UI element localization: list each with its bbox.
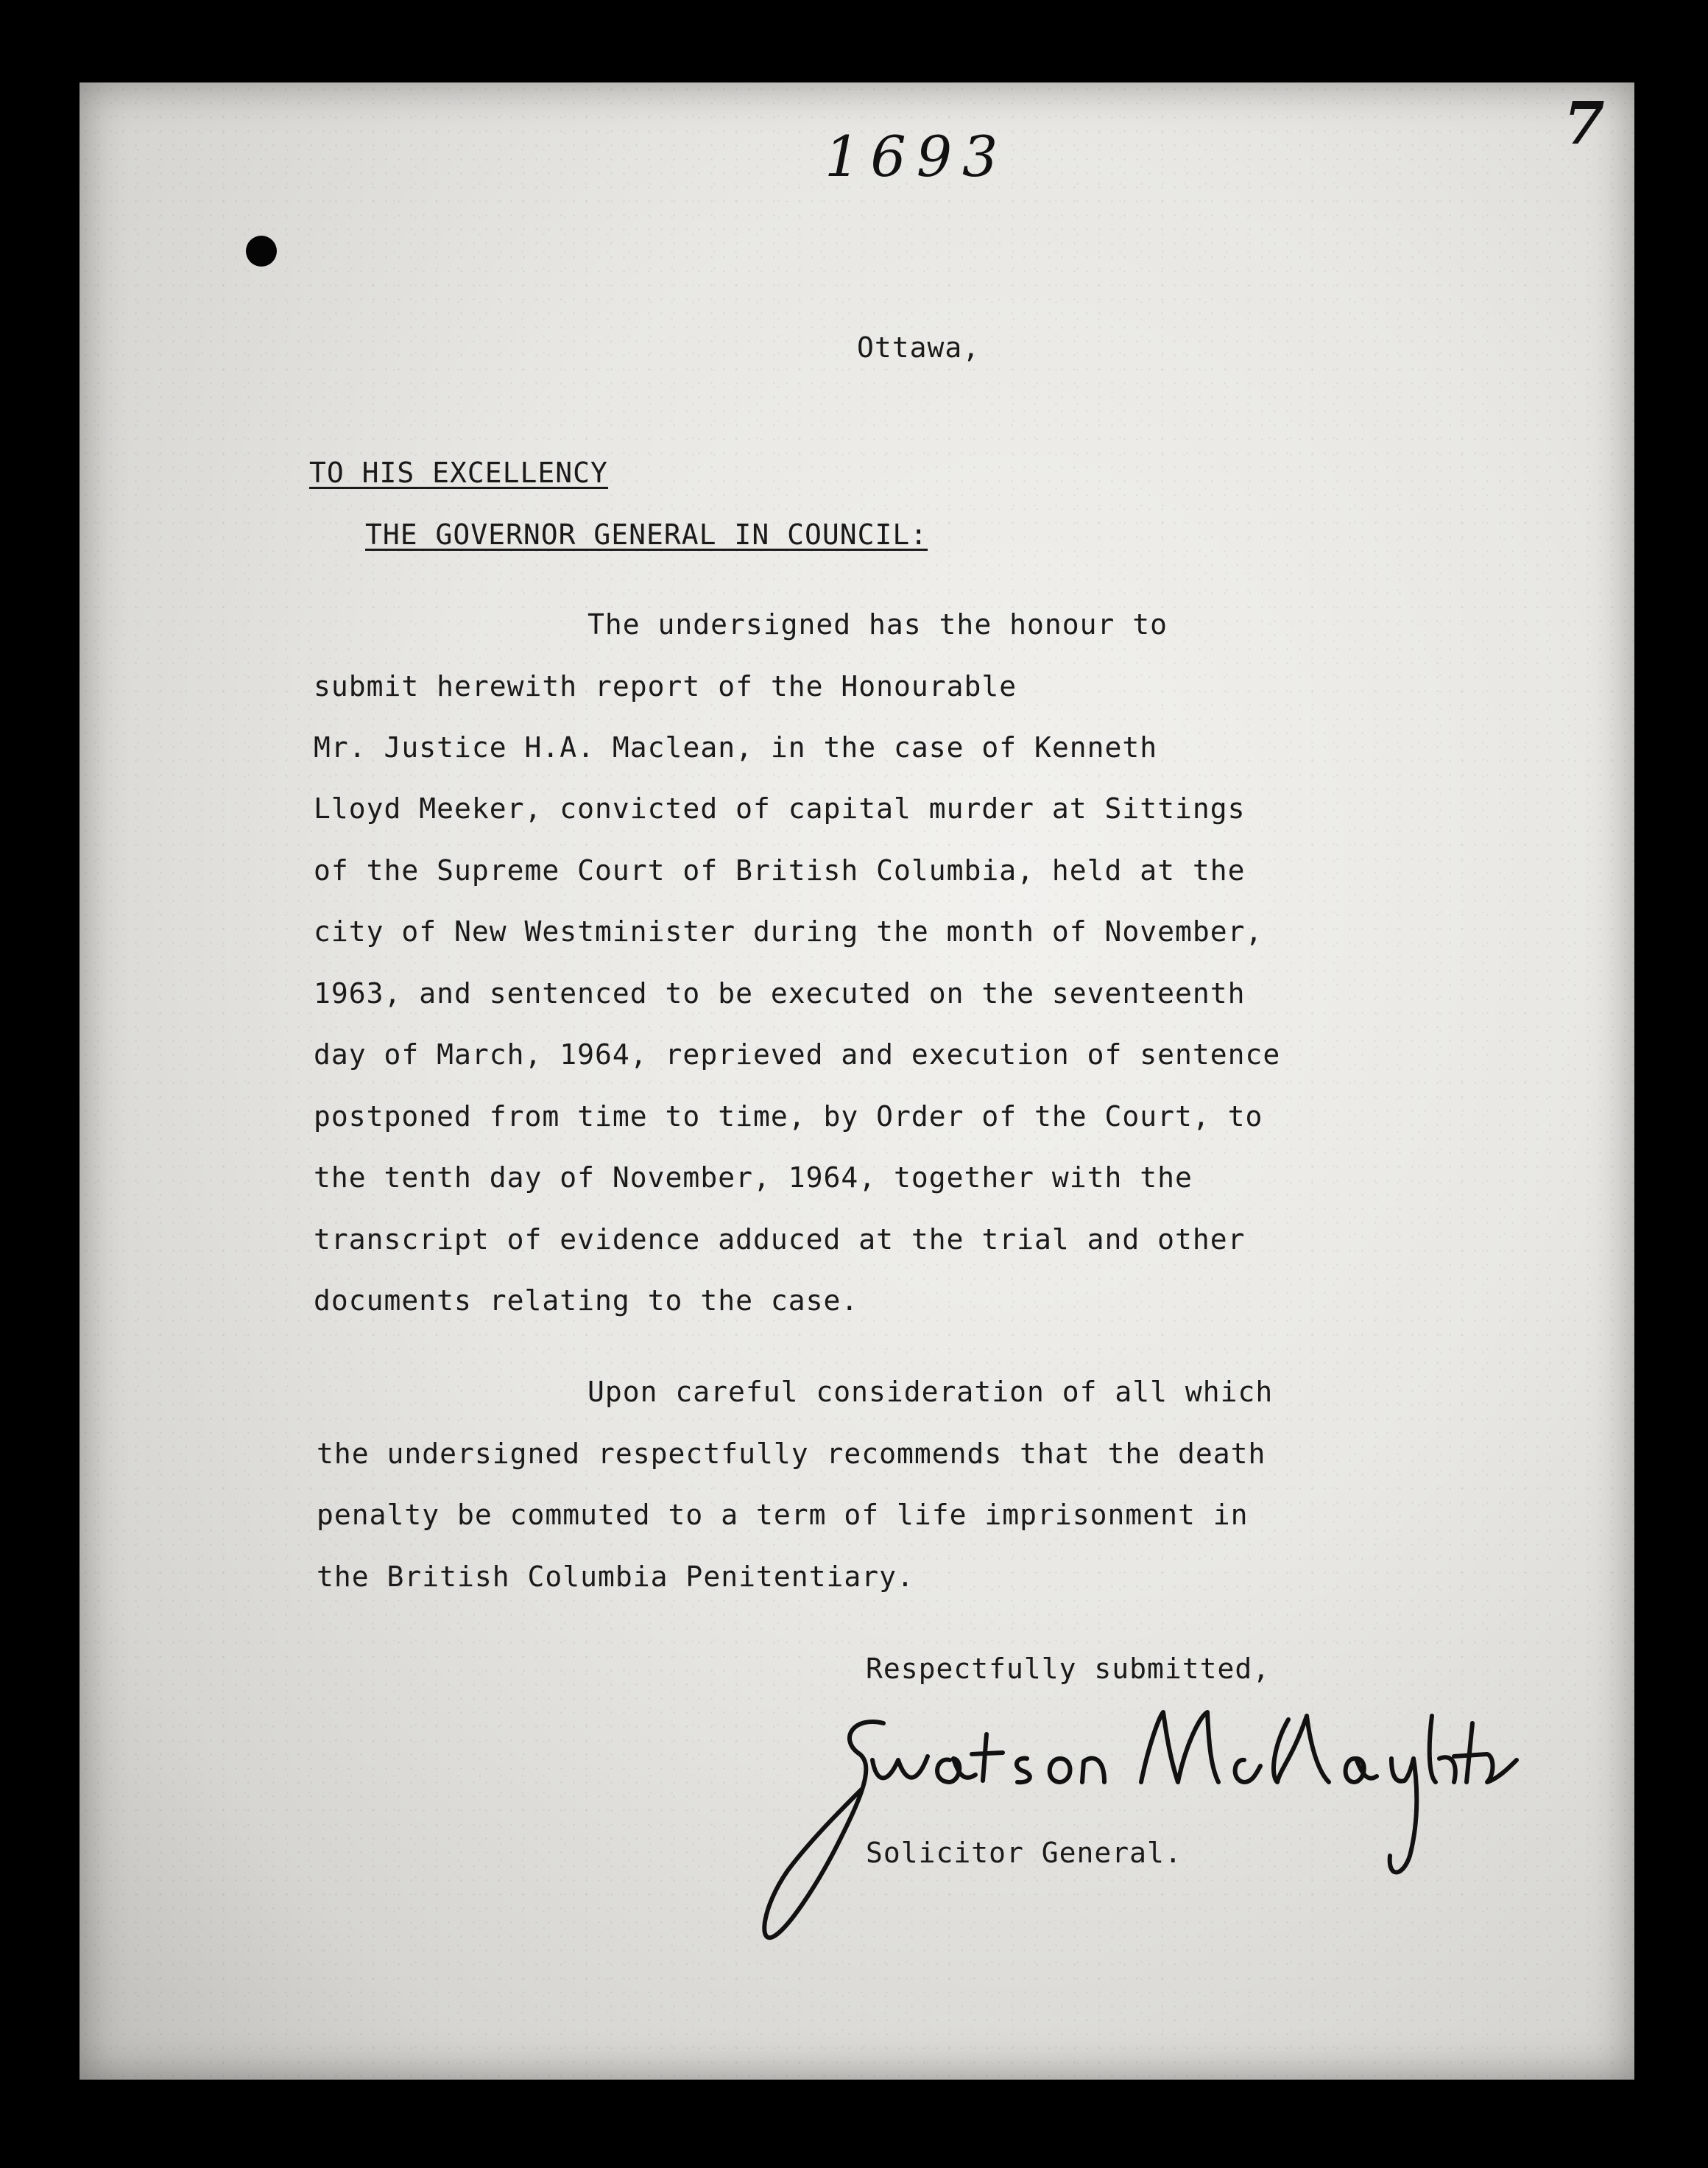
closing-salutation: Respectfully submitted, bbox=[866, 1653, 1271, 1685]
paragraph-line: submit herewith report of the Honourable bbox=[314, 670, 1017, 703]
paragraph-line: city of New Westminister during the month of November, bbox=[314, 915, 1263, 948]
paragraph-line: The undersigned has the honour to bbox=[587, 608, 1168, 641]
signature-image bbox=[729, 1672, 1561, 1951]
paragraph-line: the undersigned respectfully recommends that the death bbox=[317, 1437, 1266, 1470]
paragraph-line: Mr. Justice H.A. Maclean, in the case of Kenneth bbox=[314, 731, 1158, 764]
place-line: Ottawa, bbox=[857, 331, 981, 364]
file-number: 1693 bbox=[825, 124, 1009, 189]
address-line-1: TO HIS EXCELLENCY bbox=[309, 457, 608, 489]
paragraph-line: day of March, 1964, reprieved and execution of sentence bbox=[314, 1038, 1281, 1071]
paragraph-line: postponed from time to time, by Order of the Court, to bbox=[314, 1100, 1263, 1133]
paragraph-line: of the Supreme Court of British Columbia, held at the bbox=[314, 854, 1246, 887]
paragraph-line: the tenth day of November, 1964, together with the bbox=[314, 1161, 1193, 1194]
address-line-2: THE GOVERNOR GENERAL IN COUNCIL: bbox=[365, 518, 928, 551]
page-number: 7 bbox=[1564, 88, 1605, 158]
signatory-title: Solicitor General. bbox=[866, 1837, 1182, 1869]
paragraph-line: Upon careful consideration of all which bbox=[587, 1376, 1274, 1408]
paragraph-line: Lloyd Meeker, convicted of capital murder at Sittings bbox=[314, 792, 1246, 825]
paragraph-line: penalty be commuted to a term of life imprisonment in bbox=[317, 1499, 1249, 1531]
paragraph-line: documents relating to the case. bbox=[314, 1284, 859, 1317]
paragraph-line: the British Columbia Penitentiary. bbox=[317, 1560, 914, 1593]
paragraph-line: 1963, and sentenced to be executed on the seventeenth bbox=[314, 977, 1246, 1010]
paragraph-line: transcript of evidence adduced at the trial and other bbox=[314, 1223, 1246, 1256]
punch-hole bbox=[246, 236, 277, 267]
